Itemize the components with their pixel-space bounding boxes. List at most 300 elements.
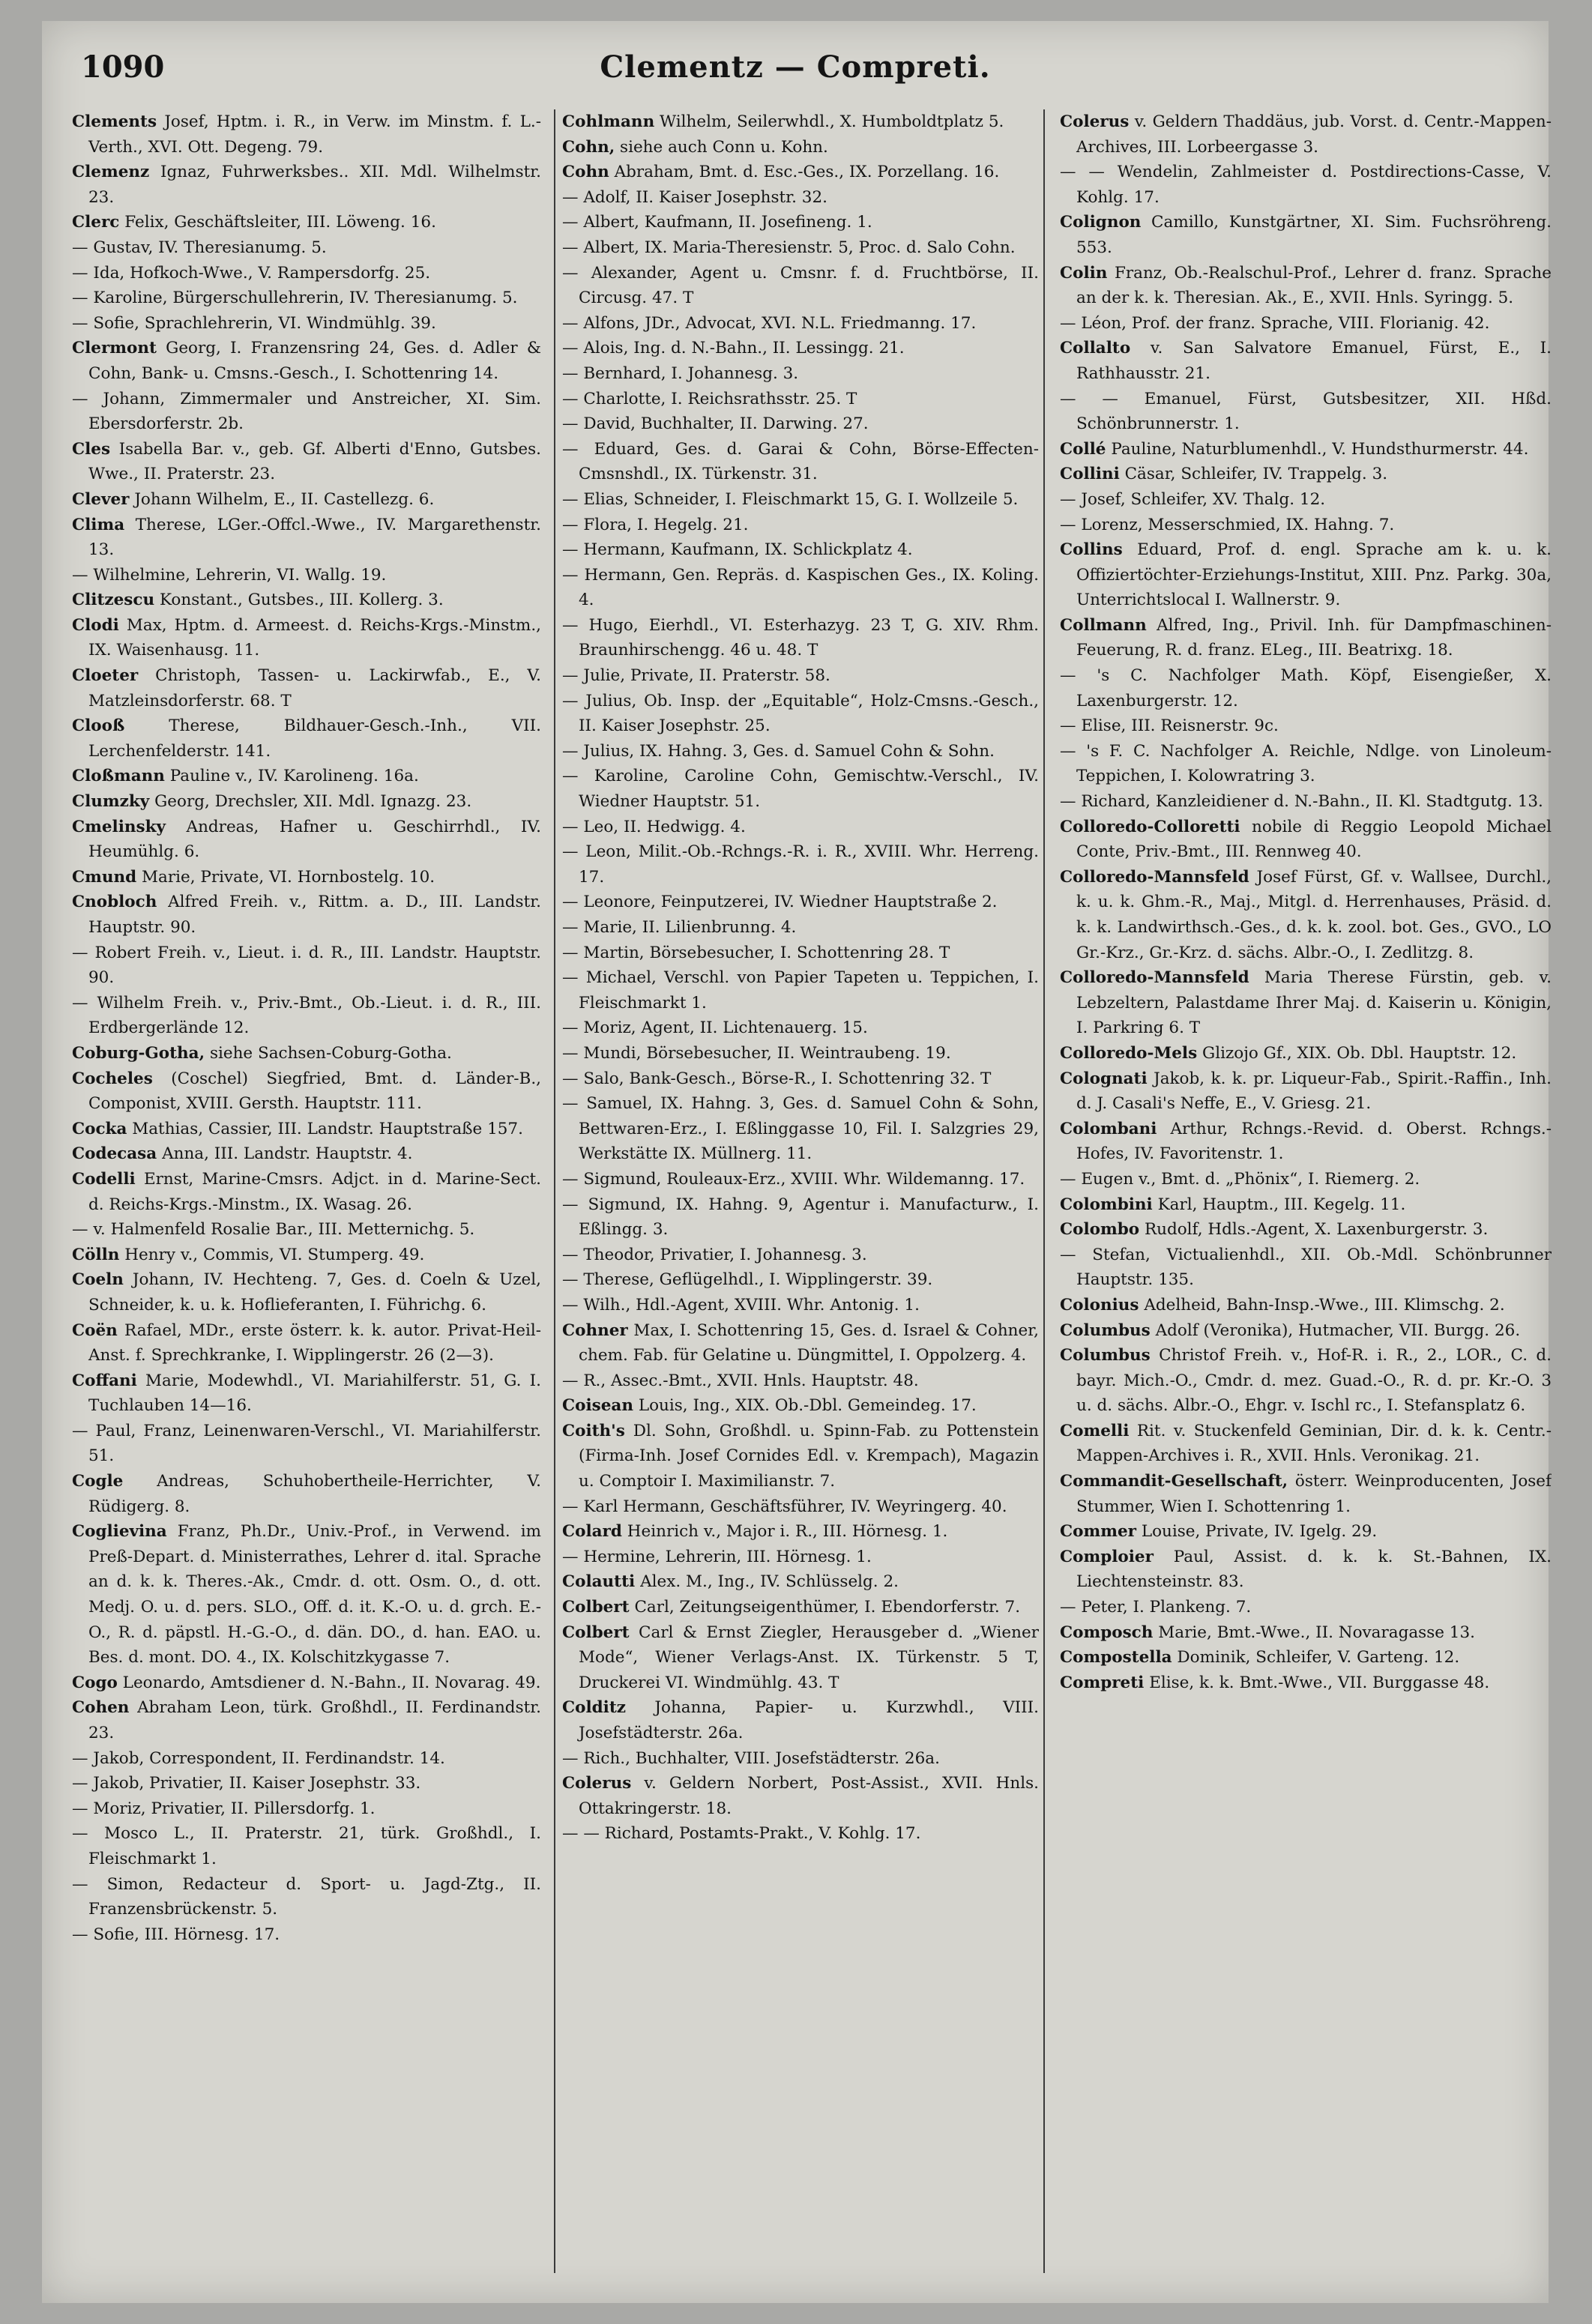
directory-entry [72, 1872, 541, 1922]
directory-entry [1060, 1645, 1552, 1670]
directory-entry [562, 1167, 1039, 1192]
directory-entry [72, 890, 541, 940]
directory-entry [72, 1796, 541, 1822]
entry-details: — Elias, Schneider, I. Fleischmarkt 15, G. I. Wollzeile 5. [562, 489, 1019, 509]
entry-details: — Johann, Zimmermaler und Anstreicher, XI. Sim. Ebersdorferstr. 2b. [72, 389, 541, 434]
entry-surname: Collé [1060, 439, 1106, 459]
entry-details: — Albert, Kaufmann, II. Josefineng. 1. [562, 213, 872, 232]
directory-entry [72, 789, 541, 815]
directory-entry [72, 991, 541, 1041]
directory-entry [562, 411, 1039, 437]
entry-surname: Clodi [72, 615, 119, 635]
entry-surname: Clumzky [72, 792, 150, 812]
directory-entry [72, 1318, 541, 1368]
directory-entry [1060, 1343, 1552, 1419]
directory-entry [72, 336, 541, 386]
directory-entry [562, 1569, 1039, 1595]
entry-details: Ignaz, Fuhrwerksbes.. XII. Mdl. Wilhelmstr. 23. [88, 163, 541, 207]
directory-entry [1060, 336, 1552, 386]
entry-details: — Sofie, III. Hörnesg. 17. [72, 1925, 280, 1944]
entry-surname: Clerc [72, 213, 120, 232]
entry-details: Henry v., Commis, VI. Stumperg. 49. [124, 1245, 425, 1264]
entry-surname: Collalto [1060, 339, 1131, 358]
directory-entry [72, 1167, 541, 1217]
directory-entry [1060, 663, 1552, 713]
directory-entry [72, 513, 541, 563]
entry-surname: Collmann [1060, 615, 1147, 635]
entry-details: Josef, Hptm. i. R., in Verw. im Minstm. f. L.-Verth., XVI. Ott. Degeng. 79. [88, 112, 541, 157]
entry-surname: Coffani [72, 1371, 137, 1390]
entry-details: Johann Wilhelm, E., II. Castellezg. 6. [134, 489, 435, 509]
entry-details: Pauline v., IV. Karolineng. 16a. [169, 767, 419, 786]
directory-entry [1060, 1620, 1552, 1646]
entry-details: — Julie, Private, II. Praterstr. 58. [562, 666, 830, 686]
directory-entry [72, 815, 541, 865]
directory-entry [562, 1267, 1039, 1293]
directory-entry [562, 513, 1039, 538]
entry-details: Mathias, Cassier, III. Landstr. Hauptstraße 157. [132, 1119, 523, 1138]
entry-details: Louise, Private, IV. Igelg. 29. [1141, 1522, 1378, 1542]
entry-details: — Rich., Buchhalter, VIII. Josefstädterstr. 26a. [562, 1748, 940, 1768]
directory-entry [1060, 513, 1552, 538]
entry-details: — Moriz, Agent, II. Lichtenauerg. 15. [562, 1018, 868, 1038]
entry-details: nobile di Reggio Leopold Michael Conte, Priv.-Bmt., III. Rennweg 40. [1076, 817, 1552, 862]
directory-entry [562, 1318, 1039, 1368]
entry-details: Abraham Leon, türk. Großhdl., II. Ferdinandstr. 23. [88, 1698, 541, 1742]
entry-details: — Simon, Redacteur d. Sport- u. Jagd-Ztg., II. Franzensbrückenstr. 5. [72, 1874, 541, 1919]
directory-entry [72, 1695, 541, 1745]
entry-surname: Coith's [562, 1421, 625, 1440]
directory-entry [562, 815, 1039, 840]
directory-entry [562, 839, 1039, 890]
entry-details: — Charlotte, I. Reichsrathsstr. 25. T [562, 389, 857, 408]
entry-details: Camillo, Kunstgärtner, XI. Sim. Fuchsröhreng. 553. [1076, 213, 1552, 257]
page-number: 1090 [81, 49, 165, 85]
entry-surname: Comelli [1060, 1421, 1130, 1440]
entry-surname: Collini [1060, 465, 1120, 484]
entry-surname: Colerus [1060, 112, 1130, 131]
directory-entry [562, 1494, 1039, 1520]
entry-details: Georg, I. Franzensring 24, Ges. d. Adler & Cohn, Bank- u. Cmsns.-Gesch., I. Schottenring 14. [88, 339, 541, 383]
entry-surname: Coburg-Gotha, [72, 1043, 205, 1063]
directory-entry [562, 1293, 1039, 1318]
directory-entry [72, 286, 541, 311]
entry-surname: Cölln [72, 1245, 120, 1264]
directory-page [42, 21, 1552, 2303]
entry-details: Alfred, Ing., Privil. Inh. für Dampfmaschinen-Feuerung, R. d. franz. ELeg., III. Beatrixg. 18. [1076, 615, 1552, 660]
directory-entry [72, 1243, 541, 1268]
entry-details: Marie, Bmt.-Wwe., II. Novaragasse 13. [1158, 1623, 1475, 1642]
entry-details: Marie, Private, VI. Hornbostelg. 10. [142, 867, 435, 887]
entry-details: Pauline, Naturblumenhdl., V. Hundsthurmerstr. 44. [1111, 439, 1529, 459]
directory-entry [562, 965, 1039, 1015]
directory-entry [562, 563, 1039, 613]
entry-surname: Colloredo-Mels [1060, 1043, 1198, 1063]
entry-details: Dl. Sohn, Großhdl. u. Spinn-Fab. zu Pottenstein (Firma-Inh. Josef Cornides Edl. v. Krempach), Magazin u. Comptoir I. Maximilianstr. 7. [579, 1421, 1039, 1491]
entry-details: — Flora, I. Hegelg. 21. [562, 515, 749, 534]
directory-entry [1060, 160, 1552, 210]
entry-surname: Colognati [1060, 1069, 1148, 1088]
directory-entry [562, 210, 1039, 235]
directory-entry [1060, 261, 1552, 311]
entry-surname: Cohn [562, 163, 609, 182]
entry-surname: Cohner [562, 1321, 628, 1340]
directory-entry [72, 235, 541, 261]
directory-entry [72, 663, 541, 713]
directory-entry [562, 915, 1039, 941]
directory-entry [1060, 1243, 1552, 1293]
directory-entry [562, 1620, 1039, 1696]
entry-details: Anna, III. Landstr. Hauptstr. 4. [162, 1144, 413, 1164]
entry-details: — Sofie, Sprachlehrerin, VI. Windmühlg. 39. [72, 313, 436, 333]
entry-surname: Cmund [72, 867, 137, 887]
entry-details: — Salo, Bank-Gesch., Börse-R., I. Schottenring 32. T [562, 1069, 992, 1088]
directory-entry [72, 1041, 541, 1066]
entry-details: Christof Freih. v., Hof-R. i. R., 2., LOR., C. d. bayr. Mich.-O., Cmdr. d. mez. Guad.-O., R. d. pr. Kr.-O. 3 u. d. sächs. Albr.-O., Ehgr. v. Ischl rc., I. Stefansplatz 6. [1076, 1346, 1552, 1416]
directory-entry [1060, 1066, 1552, 1117]
directory-entry [562, 261, 1039, 311]
entry-details: — — Wendelin, Zahlmeister d. Postdirections-Casse, V. Kohlg. 17. [1060, 163, 1552, 207]
entry-surname: Colloredo-Mannsfeld [1060, 968, 1249, 988]
entry-details: Johann, IV. Hechteng. 7, Ges. d. Coeln & Uzel, Schneider, k. u. k. Hoflieferanten, I. Führichg. 6. [88, 1270, 541, 1315]
directory-entry [72, 109, 541, 160]
directory-entry [72, 713, 541, 764]
directory-entry [562, 613, 1039, 663]
directory-entry [72, 764, 541, 789]
column-2 [562, 109, 1039, 2282]
directory-entry [72, 1519, 541, 1670]
entry-details: Johanna, Papier- u. Kurzwhdl., VIII. Josefstädterstr. 26a. [579, 1698, 1039, 1742]
entry-details: Andreas, Schuhobertheile-Herrichter, V. Rüdigerg. 8. [88, 1472, 541, 1516]
entry-details: Arthur, Rchngs.-Revid. d. Oberst. Rchngs.-Hofes, IV. Favoritenstr. 1. [1076, 1119, 1552, 1164]
entry-surname: Clemenz [72, 163, 150, 182]
entry-surname: Cloßmann [72, 767, 165, 786]
entry-surname: Compostella [1060, 1648, 1172, 1667]
entry-details: siehe auch Conn u. Kohn. [620, 137, 828, 157]
directory-entry [562, 1091, 1039, 1167]
entry-details: Andreas, Hafner u. Geschirrhdl., IV. Heumühlg. 6. [88, 817, 541, 862]
entry-surname: Colombani [1060, 1119, 1157, 1138]
directory-entry [562, 311, 1039, 336]
entry-surname: Clima [72, 515, 125, 534]
directory-entry [1060, 537, 1552, 613]
directory-entry [1060, 1117, 1552, 1167]
directory-entry [72, 1670, 541, 1696]
entry-details: Max, I. Schottenring 15, Ges. d. Israel & Cohner, chem. Fab. für Gelatine u. Düngmittel, I. Oppolzerg. 4. [579, 1321, 1039, 1365]
entry-details: — Alfons, JDr., Advocat, XVI. N.L. Friedmanng. 17. [562, 313, 977, 333]
entry-details: — Elise, III. Reisnerstr. 9c. [1060, 716, 1279, 736]
entry-details: Carl & Ernst Ziegler, Herausgeber d. „Wiener Mode“, Wiener Verlags-Anst. IX. Türkenstr. 5 T, Druckerei VI. Windmühlg. 43. T [579, 1623, 1039, 1692]
entry-surname: Colombini [1060, 1195, 1153, 1214]
entry-surname: Clever [72, 489, 130, 509]
directory-entry [562, 135, 1039, 160]
entry-surname: Columbus [1060, 1346, 1151, 1365]
column-divider [554, 109, 555, 2273]
entry-details: — Moriz, Privatier, II. Pillersdorfg. 1. [72, 1799, 376, 1818]
entry-details: Elise, k. k. Bmt.-Wwe., VII. Burggasse 48. [1149, 1673, 1490, 1692]
entry-details: — Mundi, Börsebesucher, II. Weintraubeng. 19. [562, 1043, 951, 1063]
entry-surname: Colloredo-Colloretti [1060, 817, 1240, 836]
entry-details: — Leo, II. Hedwigg. 4. [562, 817, 746, 836]
entry-details: Jakob, k. k. pr. Liqueur-Fab., Spirit.-Raffin., Inh. d. J. Casali's Neffe, E., V. Griesg. 21. [1076, 1069, 1552, 1114]
entry-details: — Léon, Prof. der franz. Sprache, VIII. Florianig. 42. [1060, 313, 1490, 333]
entry-surname: Colignon [1060, 213, 1142, 232]
entry-details: Heinrich v., Major i. R., III. Hörnesg. 1. [627, 1522, 948, 1542]
directory-entry [562, 739, 1039, 764]
entry-surname: Collins [1060, 540, 1123, 560]
entry-surname: Colbert [562, 1623, 630, 1642]
directory-entry [72, 1746, 541, 1772]
entry-details: Max, Hptm. d. Armeest. d. Reichs-Krgs.-Minstm., IX. Waisenhausg. 11. [88, 615, 541, 660]
entry-details: — Gustav, IV. Theresianumg. 5. [72, 238, 327, 257]
entry-surname: Colautti [562, 1572, 636, 1592]
entry-details: Franz, Ob.-Realschul-Prof., Lehrer d. franz. Sprache an der k. k. Theresian. Ak., E., XVII. Hnls. Syringg. 5. [1076, 263, 1552, 308]
directory-entry [562, 1419, 1039, 1494]
directory-entry [72, 1267, 541, 1318]
directory-entry [72, 865, 541, 890]
directory-entry [72, 1217, 541, 1243]
entry-surname: Coglievina [72, 1522, 167, 1542]
entry-surname: Clements [72, 112, 157, 131]
entry-details: Adelheid, Bahn-Insp.-Wwe., III. Klimschg. 2. [1144, 1295, 1505, 1315]
directory-entry [1060, 1670, 1552, 1696]
entry-details: — Jakob, Correspondent, II. Ferdinandstr. 14. [72, 1748, 445, 1768]
entry-details: Glizojo Gf., XIX. Ob. Dbl. Hauptstr. 12. [1202, 1043, 1517, 1063]
entry-surname: Commer [1060, 1522, 1136, 1542]
entry-surname: Cohlmann [562, 112, 655, 131]
entry-details: Dominik, Schleifer, V. Garteng. 12. [1177, 1648, 1460, 1667]
directory-entry [1060, 387, 1552, 437]
entry-details: v. Geldern Thaddäus, jub. Vorst. d. Centr.-Mappen-Archives, III. Lorbeergasse 3. [1076, 112, 1552, 157]
directory-entry [1060, 789, 1552, 815]
directory-entry [72, 261, 541, 286]
directory-entry [562, 890, 1039, 915]
entry-details: — Karoline, Caroline Cohn, Gemischtw.-Verschl., IV. Wiedner Hauptstr. 51. [562, 767, 1039, 812]
entry-details: — Eduard, Ges. d. Garai & Cohn, Börse-Effecten-Cmsnshdl., IX. Türkenstr. 31. [562, 439, 1039, 484]
entry-details: — Ida, Hofkoch-Wwe., V. Rampersdorfg. 25. [72, 263, 431, 283]
directory-entry [1060, 210, 1552, 260]
entry-details: Josef Fürst, Gf. v. Wallsee, Durchl., k. u. k. Ghm.-R., Maj., Mitgl. d. Herrenhauses, Präsid. d. k. k. Landwirthsch.-Ges., d. k. k. zool. bot. Ges., GVO., LO Gr.-Krz., Gr.-Krz. d. sächs. Albr.-O., I. Zedlitzg. 8. [1076, 867, 1552, 962]
entry-details: Isabella Bar. v., geb. Gf. Alberti d'Enno, Gutsbes. Wwe., II. Praterstr. 23. [88, 439, 541, 484]
directory-entry [1060, 1293, 1552, 1318]
entry-details: Louis, Ing., XIX. Ob.-Dbl. Gemeindeg. 17. [638, 1396, 977, 1416]
entry-surname: Cles [72, 439, 111, 459]
entry-details: Rit. v. Stuckenfeld Geminian, Dir. d. k. k. Centr.-Mappen-Archives i. R., XVII. Hnls. Veronikag. 21. [1076, 1421, 1552, 1466]
entry-details: — Julius, Ob. Insp. der „Equitable“, Holz-Cmsns.-Gesch., II. Kaiser Josephstr. 25. [562, 691, 1039, 736]
directory-entry [1060, 1419, 1552, 1469]
entry-surname: Colerus [562, 1774, 632, 1793]
entry-details: Wilhelm, Seilerwhdl., X. Humboldtplatz 5. [660, 112, 1004, 131]
entry-surname: Coën [72, 1321, 118, 1340]
entry-details: — Hermann, Kaufmann, IX. Schlickplatz 4. [562, 540, 913, 560]
entry-surname: Cocheles [72, 1069, 153, 1088]
entry-details: — Eugen v., Bmt. d. „Phönix“, I. Riemerg. 2. [1060, 1169, 1420, 1189]
directory-entry [72, 1066, 541, 1117]
entry-surname: Clitzescu [72, 591, 155, 610]
directory-entry [72, 487, 541, 513]
directory-entry [1060, 1192, 1552, 1218]
entry-details: Marie, Modewhdl., VI. Mariahilferstr. 51, G. I. Tuchlauben 14—16. [88, 1371, 541, 1416]
entry-surname: Coeln [72, 1270, 124, 1290]
directory-entry [562, 537, 1039, 563]
directory-entry [562, 361, 1039, 387]
entry-details: — Therese, Geflügelhdl., I. Wipplingerstr. 39. [562, 1270, 933, 1290]
entry-surname: Colombo [1060, 1220, 1140, 1240]
entry-details: — Alois, Ing. d. N.-Bahn., II. Lessingg. 21. [562, 339, 905, 358]
entry-details: Paul, Assist. d. k. k. St.-Bahnen, IX. Liechtensteinstr. 83. [1076, 1547, 1552, 1592]
entry-surname: Codecasa [72, 1144, 157, 1164]
entry-details: — — Richard, Postamts-Prakt., V. Kohlg. 17. [562, 1824, 921, 1844]
entry-details: — Robert Freih. v., Lieut. i. d. R., III. Landstr. Hauptstr. 90. [72, 943, 541, 988]
entry-details: Ernst, Marine-Cmsrs. Adjct. in d. Marine-Sect. d. Reichs-Krgs.-Minstm., IX. Wasag. 26. [88, 1169, 541, 1214]
entry-surname: Clooß [72, 716, 125, 736]
entry-surname: Colditz [562, 1698, 626, 1718]
entry-details: — Hugo, Eierhdl., VI. Esterhazyg. 23 T, G. XIV. Rhm. Braunhirschengg. 46 u. 48. T [562, 615, 1039, 660]
entry-details: — Leon, Milit.-Ob.-Rchngs.-R. i. R., XVIII. Whr. Herreng. 17. [562, 842, 1039, 887]
entry-surname: Comploier [1060, 1547, 1154, 1566]
directory-entry [72, 437, 541, 487]
entry-details: — Hermine, Lehrerin, III. Hörnesg. 1. [562, 1547, 872, 1566]
entry-details: Georg, Drechsler, XII. Mdl. Ignazg. 23. [154, 792, 472, 812]
directory-entry [1060, 965, 1552, 1041]
entry-details: Franz, Ph.Dr., Univ.-Prof., in Verwend. im Preß-Depart. d. Ministerrathes, Lehrer d. ital. Sprache an d. k. k. Theres.-Ak., Cmdr. d. ott. Osm. O., d. ott. Medj. O. u. d. pers. SLO., Off. d. it. K.-O. u. d. grch. E.-O., R. d. päpstl. H.-G.-O., d. dän. DO., d. han. EAO. u. Bes. d. mont. DO. 4., IX. Kolschitzkygasse 7. [88, 1522, 541, 1667]
directory-entry [562, 1746, 1039, 1772]
entry-details: — Jakob, Privatier, II. Kaiser Josephstr. 33. [72, 1774, 421, 1793]
directory-entry [1060, 1595, 1552, 1620]
directory-entry [1060, 1217, 1552, 1243]
entry-details: — R., Assec.-Bmt., XVII. Hnls. Hauptstr. 48. [562, 1371, 919, 1390]
entry-surname: Colonius [1060, 1295, 1139, 1315]
directory-entry [562, 1519, 1039, 1545]
directory-entry [562, 185, 1039, 211]
directory-entry [1060, 713, 1552, 739]
column-1 [72, 109, 541, 2282]
directory-entry [72, 941, 541, 991]
entry-details: Therese, LGer.-Offcl.-Wwe., IV. Margarethenstr. 13. [88, 515, 541, 560]
directory-entry [562, 1393, 1039, 1419]
entry-details: Eduard, Prof. d. engl. Sprache am k. u. k. Offiziertöchter-Erziehungs-Institut, XIII. Pnz. Parkg. 30a, Unterrichtslocal I. Wallnerstr. 9. [1076, 540, 1552, 610]
entry-details: — 's C. Nachfolger Math. Köpf, Eisengießer, X. Laxenburgerstr. 12. [1060, 666, 1552, 710]
directory-entry [562, 941, 1039, 966]
entry-details: Christoph, Tassen- u. Lackirwfab., E., V. Matzleinsdorferstr. 68. T [88, 666, 541, 710]
entry-surname: Cohn, [562, 137, 615, 157]
directory-entry [72, 1469, 541, 1519]
entry-details: — Adolf, II. Kaiser Josephstr. 32. [562, 187, 827, 207]
directory-entry [72, 160, 541, 210]
directory-entry [72, 613, 541, 663]
entry-surname: Coisean [562, 1396, 633, 1416]
directory-entry [72, 588, 541, 613]
directory-entry [562, 1368, 1039, 1394]
entry-details: — Wilhelmine, Lehrerin, VI. Wallg. 19. [72, 565, 387, 585]
entry-details: — Samuel, IX. Hahng. 3, Ges. d. Samuel Cohn & Sohn, Bettwaren-Erz., I. Eßlinggasse 10, Fil. I. Salzgries 29, Werkstätte IX. Müllnerg. 11. [562, 1094, 1039, 1164]
directory-entry [72, 563, 541, 588]
entry-surname: Commandit-Gesellschaft, [1060, 1472, 1288, 1491]
entry-details: — Julius, IX. Hahng. 3, Ges. d. Samuel Cohn & Sohn. [562, 741, 995, 761]
directory-entry [562, 109, 1039, 135]
entry-details: — David, Buchhalter, II. Darwing. 27. [562, 414, 869, 434]
entry-details: — Richard, Kanzleidiener d. N.-Bahn., II. Kl. Stadtgutg. 13. [1060, 792, 1543, 812]
entry-surname: Cnobloch [72, 893, 157, 912]
directory-entry [562, 1695, 1039, 1745]
directory-entry [562, 1821, 1039, 1847]
directory-entry [72, 1771, 541, 1796]
entry-details: Felix, Geschäftsleiter, III. Löweng. 16. [124, 213, 436, 232]
directory-entry [72, 1821, 541, 1871]
entry-surname: Colloredo-Mannsfeld [1060, 867, 1249, 887]
directory-entry [1060, 815, 1552, 865]
entry-details: — Leonore, Feinputzerei, IV. Wiedner Hauptstraße 2. [562, 893, 998, 912]
entry-details: — Martin, Börsebesucher, I. Schottenring 28. T [562, 943, 950, 962]
entry-details: — Mosco L., II. Praterstr. 21, türk. Großhdl., I. Fleischmarkt 1. [72, 1824, 541, 1868]
entry-details: — Peter, I. Plankeng. 7. [1060, 1598, 1252, 1617]
entry-details: Karl, Hauptm., III. Kegelg. 11. [1157, 1195, 1406, 1214]
directory-entry [1060, 1041, 1552, 1066]
entry-details: — Wilhelm Freih. v., Priv.-Bmt., Ob.-Lieut. i. d. R., III. Erdbergerlände 12. [72, 993, 541, 1038]
entry-details: — Stefan, Victualienhdl., XII. Ob.-Mdl. Schönbrunner Hauptstr. 135. [1060, 1245, 1552, 1290]
entry-details: siehe Sachsen-Coburg-Gotha. [209, 1043, 452, 1063]
entry-surname: Cloeter [72, 666, 139, 686]
directory-entry [72, 1117, 541, 1142]
column-3 [1060, 109, 1552, 2282]
directory-entry [1060, 1469, 1552, 1519]
directory-entry [1060, 311, 1552, 336]
directory-entry [1060, 613, 1552, 663]
entry-details: — Alexander, Agent u. Cmsnr. f. d. Fruchtbörse, II. Circusg. 47. T [562, 263, 1039, 308]
directory-entry [1060, 487, 1552, 513]
entry-details: Abraham, Bmt. d. Esc.-Ges., IX. Porzellang. 16. [614, 163, 1000, 182]
entry-details: — Marie, II. Lilienbrunng. 4. [562, 918, 797, 937]
entry-surname: Colin [1060, 263, 1108, 283]
entry-details: — Paul, Franz, Leinenwaren-Verschl., VI. Mariahilferstr. 51. [72, 1421, 541, 1466]
directory-entry [72, 1141, 541, 1167]
directory-entry [1060, 1545, 1552, 1595]
column-divider [1043, 109, 1045, 2273]
entry-details: Alex. M., Ing., IV. Schlüsselg. 2. [640, 1572, 899, 1592]
directory-entry [562, 1041, 1039, 1066]
entry-surname: Cocka [72, 1119, 127, 1138]
directory-entry [72, 1922, 541, 1948]
directory-entry [562, 487, 1039, 513]
directory-entry [72, 210, 541, 235]
directory-entry [1060, 437, 1552, 462]
entry-surname: Colbert [562, 1598, 630, 1617]
directory-entry [1060, 739, 1552, 789]
entry-details: — Wilh., Hdl.-Agent, XVIII. Whr. Antonig. 1. [562, 1295, 920, 1315]
directory-entry [562, 387, 1039, 412]
running-title: Clementz — Compreti. [600, 49, 991, 85]
directory-entry [562, 1595, 1039, 1620]
directory-entry [562, 437, 1039, 487]
directory-entry [1060, 865, 1552, 965]
entry-details: v. Geldern Norbert, Post-Assist., XVII. Hnls. Ottakringerstr. 18. [579, 1774, 1039, 1818]
entry-surname: Composch [1060, 1623, 1154, 1642]
columns-container [72, 109, 1552, 2282]
entry-details: — Albert, IX. Maria-Theresienstr. 5, Proc. d. Salo Cohn. [562, 238, 1016, 257]
directory-entry [562, 1771, 1039, 1821]
directory-entry [562, 1192, 1039, 1243]
directory-entry [562, 1015, 1039, 1041]
entry-surname: Cogle [72, 1472, 124, 1491]
entry-details: Therese, Bildhauer-Gesch.-Inh., VII. Lerchenfelderstr. 141. [88, 716, 541, 761]
directory-entry [1060, 109, 1552, 160]
entry-details: Leonardo, Amtsdiener d. N.-Bahn., II. Novarag. 49. [122, 1673, 541, 1692]
directory-entry [562, 663, 1039, 689]
entry-surname: Cmelinsky [72, 817, 166, 836]
directory-entry [562, 764, 1039, 814]
entry-details: Alfred Freih. v., Rittm. a. D., III. Landstr. Hauptstr. 90. [88, 893, 541, 937]
entry-surname: Compreti [1060, 1673, 1145, 1692]
